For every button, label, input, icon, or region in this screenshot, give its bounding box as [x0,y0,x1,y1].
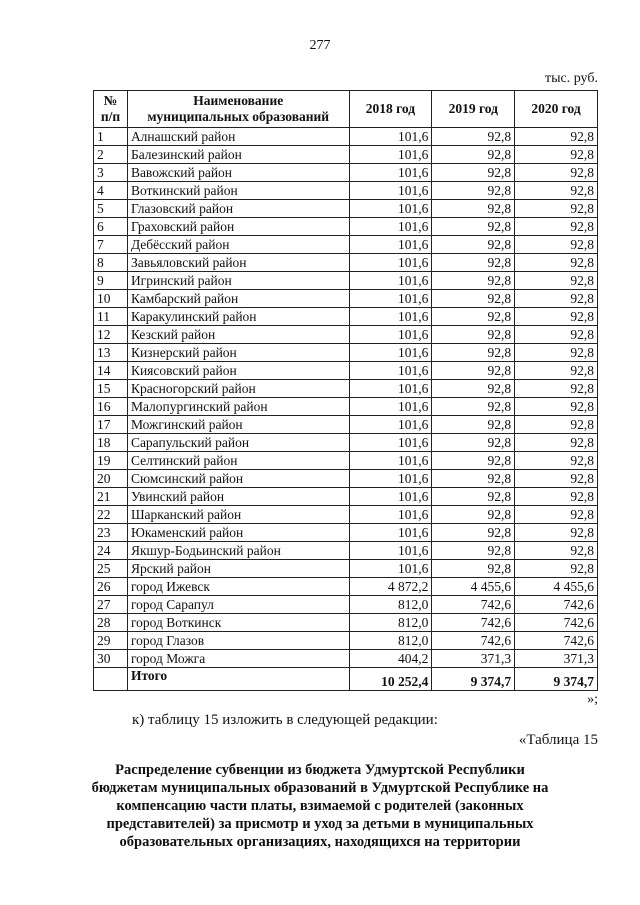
row-value-2020: 92,8 [515,344,598,362]
row-value-2018: 812,0 [349,614,432,632]
table-row [94,236,598,254]
row-number: 22 [94,506,128,524]
row-value-2018: 101,6 [349,236,432,254]
header-name-line2: муниципальных образований [147,109,330,124]
table-row [94,506,598,524]
table-row [94,632,598,650]
row-name: Камбарский район [127,290,349,308]
heading-line: образовательных организациях, находящихся на территории [119,834,521,850]
row-value-2018: 812,0 [349,632,432,650]
row-name: Селтинский район [127,452,349,470]
row-value-2018: 101,6 [349,398,432,416]
row-value-2018: 101,6 [349,506,432,524]
row-name: Балезинский район [127,146,349,164]
row-name: город Можга [127,650,349,668]
table-row [94,650,598,668]
row-value-2020: 92,8 [515,398,598,416]
row-value-2019: 742,6 [432,596,515,614]
row-value-2019: 92,8 [432,506,515,524]
row-value-2020: 92,8 [515,452,598,470]
row-value-2018: 101,6 [349,344,432,362]
header-number [94,91,128,128]
closing-quote: »; [587,692,598,707]
row-number: 21 [94,488,128,506]
row-value-2020: 92,8 [515,488,598,506]
row-name: Каракулинский район [127,308,349,326]
table-total-row [94,668,598,691]
row-value-2020: 742,6 [515,596,598,614]
row-value-2019: 92,8 [432,434,515,452]
row-name: Дебёсский район [127,236,349,254]
row-number: 12 [94,326,128,344]
row-value-2020: 92,8 [515,128,598,146]
row-value-2019: 92,8 [432,398,515,416]
row-value-2020: 742,6 [515,614,598,632]
row-number: 24 [94,542,128,560]
row-value-2020: 92,8 [515,308,598,326]
row-value-2020: 92,8 [515,272,598,290]
row-number: 27 [94,596,128,614]
row-value-2020: 92,8 [515,164,598,182]
row-value-2019: 92,8 [432,182,515,200]
row-number: 8 [94,254,128,272]
row-value-2019: 92,8 [432,272,515,290]
table-reference: «Таблица 15 [518,732,598,748]
row-number: 16 [94,398,128,416]
row-name: Воткинский район [127,182,349,200]
row-value-2018: 101,6 [349,560,432,578]
header-2020: 2020 год [515,91,598,128]
row-value-2019: 742,6 [432,632,515,650]
row-value-2018: 101,6 [349,416,432,434]
row-value-2018: 101,6 [349,146,432,164]
table-row [94,578,598,596]
row-value-2018: 101,6 [349,542,432,560]
table-row [94,326,598,344]
table-row [94,380,598,398]
row-value-2020: 92,8 [515,542,598,560]
page-number: 277 [309,38,331,53]
row-number: 26 [94,578,128,596]
table-row [94,542,598,560]
table-row [94,470,598,488]
table-row [94,272,598,290]
row-value-2020: 92,8 [515,254,598,272]
row-value-2020: 92,8 [515,326,598,344]
row-value-2020: 92,8 [515,218,598,236]
row-value-2019: 92,8 [432,470,515,488]
row-name: Увинский район [127,488,349,506]
header-2018: 2018 год [349,91,432,128]
heading-line: представителей) за присмотр и уход за детьми в муниципальных [106,816,534,832]
total-2019: 9 374,7 [432,668,515,691]
row-value-2019: 92,8 [432,524,515,542]
row-value-2019: 92,8 [432,560,515,578]
heading-line: бюджетам муниципальных образований в Удмуртской Республике на [91,780,549,796]
row-value-2018: 101,6 [349,524,432,542]
row-number: 25 [94,560,128,578]
row-name: Алнашский район [127,128,349,146]
heading-line: компенсацию части платы, взимаемой с родителей (законных [116,798,524,814]
row-value-2020: 92,8 [515,362,598,380]
table-row [94,434,598,452]
row-number: 29 [94,632,128,650]
row-number: 6 [94,218,128,236]
table-row [94,488,598,506]
table-row [94,524,598,542]
row-value-2019: 92,8 [432,326,515,344]
row-name: Глазовский район [127,200,349,218]
row-number: 2 [94,146,128,164]
table-row [94,128,598,146]
row-name: Кезский район [127,326,349,344]
table-row [94,362,598,380]
row-value-2018: 101,6 [349,128,432,146]
row-name: Сарапульский район [127,434,349,452]
table-row [94,614,598,632]
row-number: 3 [94,164,128,182]
table-row [94,200,598,218]
row-name: Киясовский район [127,362,349,380]
table-row [94,254,598,272]
row-number: 20 [94,470,128,488]
total-number-cell [94,668,128,691]
row-value-2020: 92,8 [515,290,598,308]
row-number: 7 [94,236,128,254]
table-header-row [94,91,598,128]
row-name: Можгинский район [127,416,349,434]
row-name: Завьяловский район [127,254,349,272]
row-number: 9 [94,272,128,290]
row-name: Шарканский район [127,506,349,524]
row-value-2020: 92,8 [515,236,598,254]
header-number-line2: п/п [100,109,121,124]
row-name: Малопургинский район [127,398,349,416]
row-value-2019: 92,8 [432,488,515,506]
total-label: Итого [127,668,349,691]
row-value-2020: 92,8 [515,434,598,452]
table-row [94,146,598,164]
header-name [127,91,349,128]
row-value-2020: 92,8 [515,380,598,398]
row-name: Якшур-Бодьинский район [127,542,349,560]
row-value-2018: 101,6 [349,254,432,272]
table-row [94,452,598,470]
row-value-2020: 92,8 [515,560,598,578]
row-value-2020: 4 455,6 [515,578,598,596]
row-number: 1 [94,128,128,146]
row-value-2019: 92,8 [432,344,515,362]
row-value-2018: 101,6 [349,380,432,398]
row-name: город Сарапул [127,596,349,614]
header-2019: 2019 год [432,91,515,128]
table-row [94,290,598,308]
row-value-2019: 92,8 [432,236,515,254]
row-value-2018: 101,6 [349,326,432,344]
row-value-2020: 371,3 [515,650,598,668]
row-number: 18 [94,434,128,452]
header-number-line1: № [103,93,118,108]
table-row [94,560,598,578]
row-value-2019: 92,8 [432,218,515,236]
subvention-table [93,90,598,691]
row-value-2019: 92,8 [432,416,515,434]
table-row [94,164,598,182]
row-value-2018: 101,6 [349,488,432,506]
header-name-line1: Наименование [193,93,284,108]
row-value-2019: 371,3 [432,650,515,668]
row-value-2018: 101,6 [349,164,432,182]
row-name: Игринский район [127,272,349,290]
row-value-2020: 742,6 [515,632,598,650]
row-name: Вавожский район [127,164,349,182]
row-name: Красногорский район [127,380,349,398]
total-2018: 10 252,4 [349,668,432,691]
unit-label: тыс. руб. [545,71,598,86]
table-row [94,398,598,416]
row-value-2018: 101,6 [349,308,432,326]
row-value-2020: 92,8 [515,182,598,200]
table-row [94,182,598,200]
row-name: город Воткинск [127,614,349,632]
row-value-2019: 92,8 [432,164,515,182]
row-number: 17 [94,416,128,434]
table-row [94,344,598,362]
row-value-2019: 92,8 [432,290,515,308]
row-name: Ярский район [127,560,349,578]
row-value-2020: 92,8 [515,416,598,434]
row-value-2020: 92,8 [515,146,598,164]
row-name: город Глазов [127,632,349,650]
table-row [94,308,598,326]
row-number: 13 [94,344,128,362]
row-value-2019: 92,8 [432,308,515,326]
row-name: Юкаменский район [127,524,349,542]
row-number: 15 [94,380,128,398]
row-number: 10 [94,290,128,308]
row-value-2018: 101,6 [349,362,432,380]
row-value-2018: 101,6 [349,290,432,308]
total-2020: 9 374,7 [515,668,598,691]
row-value-2018: 101,6 [349,434,432,452]
row-value-2018: 101,6 [349,218,432,236]
row-name: Граховский район [127,218,349,236]
row-number: 19 [94,452,128,470]
row-value-2019: 92,8 [432,380,515,398]
row-value-2019: 92,8 [432,452,515,470]
row-value-2018: 101,6 [349,200,432,218]
row-value-2019: 92,8 [432,128,515,146]
row-number: 11 [94,308,128,326]
table-row [94,218,598,236]
row-value-2018: 101,6 [349,182,432,200]
row-number: 30 [94,650,128,668]
row-number: 23 [94,524,128,542]
row-value-2020: 92,8 [515,470,598,488]
row-value-2020: 92,8 [515,200,598,218]
row-value-2019: 742,6 [432,614,515,632]
row-number: 4 [94,182,128,200]
row-name: Сюмсинский район [127,470,349,488]
row-value-2018: 101,6 [349,470,432,488]
row-value-2018: 404,2 [349,650,432,668]
heading-line: Распределение субвенции из бюджета Удмуртской Республики [115,762,525,778]
row-name: город Ижевск [127,578,349,596]
row-value-2018: 812,0 [349,596,432,614]
table-row [94,416,598,434]
row-value-2020: 92,8 [515,506,598,524]
amendment-paragraph: к) таблицу 15 изложить в следующей редакции: [132,712,438,728]
row-number: 14 [94,362,128,380]
row-value-2019: 92,8 [432,146,515,164]
row-value-2019: 92,8 [432,254,515,272]
section-heading [60,761,580,851]
row-value-2020: 92,8 [515,524,598,542]
row-value-2018: 101,6 [349,272,432,290]
row-value-2019: 92,8 [432,200,515,218]
row-number: 28 [94,614,128,632]
row-value-2018: 101,6 [349,452,432,470]
row-number: 5 [94,200,128,218]
row-value-2019: 92,8 [432,542,515,560]
row-value-2019: 92,8 [432,362,515,380]
row-value-2018: 4 872,2 [349,578,432,596]
row-name: Кизнерский район [127,344,349,362]
table-row [94,596,598,614]
row-value-2019: 4 455,6 [432,578,515,596]
